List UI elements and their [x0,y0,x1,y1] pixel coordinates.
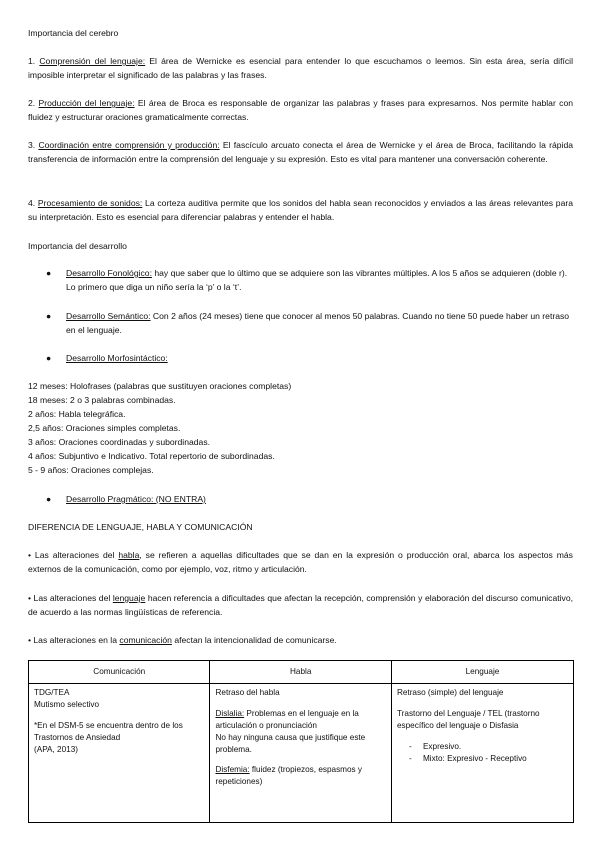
bullet-dot: ● [46,353,52,363]
brain-item-3-term: Coordinación entre comprensión y producción: [38,140,220,150]
brain-item-2: 2. Producción del lenguaje: El área de Broca es responsable de organizar las palabras y frases para expresarnos. Nos permite hablar con fluidez y estructurar oraciones gramaticalmente correctas. [28,98,573,122]
stage-line: 5 - 9 años: Oraciones complejas. [28,465,154,475]
bullet-dot: ● [46,311,52,321]
bullet-dot: ● [46,268,52,278]
stage-line: 12 meses: Holofrases (palabras que sustituyen oraciones completas) [28,381,292,391]
header-language: Lenguaje [391,661,573,684]
brain-item-3: 3. Coordinación entre comprensión y producción: El fascículo arcuato conecta el área de Wernicke y el área de Broca, facilitando la rápida transferencia de información entre la comprensión del lenguaje y su expresión. Esto es vital para mantener una conversación coherente. [28,140,574,164]
language-types-list [397,741,568,765]
bullet-dot: ● [46,494,52,504]
difference-communication: • Las alteraciones en la comunicación afectan la intencionalidad de comunicarse. [28,635,337,645]
comparison-table [28,660,574,823]
stage-line: 3 años: Oraciones coordinadas y subordinadas. [28,437,211,447]
brain-heading: Importancia del cerebro [28,28,119,38]
bullet-pragmatico: ● Desarrollo Pragmático: (NO ENTRA) [46,493,573,507]
differences-heading: DIFERENCIA DE LENGUAJE, HABLA Y COMUNICACIÓN [28,522,253,532]
bullet-morfosintactico: ● Desarrollo Morfosintáctico: [46,352,573,366]
list-item: - Mixto: Expresivo - Receptivo [409,753,568,765]
brain-item-4: 4. Procesamiento de sonidos: La corteza auditiva permite que los sonidos del habla sean reconocidos y enviados a las áreas relevantes para su interpretación. Esto es esencial para diferenciar palabras y entender el habla. [28,198,573,222]
brain-item-1-term: Comprensión del lenguaje: [39,56,146,66]
cell-language: Retraso (simple) del lenguaje Trastorno del Lenguaje / TEL (trastorno específico del lenguaje o Disfasia - Expresivo. - Mixto: Expresivo - Receptivo [391,684,573,823]
cell-communication: TDG/TEA Mutismo selectivo *En el DSM-5 se encuentra dentro de los Trastornos de Ansiedad (APA, 2013) [29,684,210,823]
table-row [29,684,574,823]
stage-line: 4 años: Subjuntivo e Indicativo. Total repertorio de subordinadas. [28,451,275,461]
brain-item-1: 1. Comprensión del lenguaje: El área de Wernicke es esencial para entender lo que escuchamos o leemos. Sin esta área, sería difícil imposible interpretar el significado de las palabras y las frases. [28,56,573,80]
list-item: - Expresivo. [409,741,568,753]
disfemia-definition: Disfemia: fluidez (tropiezos, espasmos y repeticiones) [215,765,363,787]
brain-item-2-term: Producción del lenguaje: [38,98,135,108]
stage-line: 2,5 años: Oraciones simples completas. [28,423,181,433]
development-heading: Importancia del desarrollo [28,241,127,251]
header-speech: Habla [210,661,391,684]
difference-language: • Las alteraciones del lenguaje hacen referencia a dificultades que afectan la recepción, comprensión y elaboración del discurso comunicativo, de acuerdo a las normas lingüísticas de referencia. [28,593,573,617]
dislalia-definition: Dislalia: Problemas en el lenguaje en la articulación o pronunciación [215,708,359,730]
stage-line: 18 meses: 2 o 3 palabras combinadas. [28,395,176,405]
bullet-fonologico: ● Desarrollo Fonológico: hay que saber que lo último que se adquiere son las vibrantes múltiples. A los 5 años se adquieren (doble r). Lo primero que diga un niño sería la ‘p’ o la ‘t’. [46,268,568,292]
difference-speech: • Las alteraciones del habla, se refieren a aquellas dificultades que se dan en la expresión o producción oral, abarca los aspectos más externos de la comunicación, como por ejemplo, voz, ritmo y articulación. [28,550,573,574]
cell-speech: Retraso del habla Dislalia: Problemas en el lenguaje en la articulación o pronunciación No hay ninguna causa que justifique este problema. Disfemia: fluidez (tropiezos, espasmos y repeticiones) [210,684,391,823]
brain-item-4-term: Procesamiento de sonidos: [37,198,143,208]
stage-line: 2 años: Habla telegráfica. [28,409,126,419]
header-communication: Comunicación [29,661,210,684]
bullet-semantico: ● Desarrollo Semántico: Con 2 años (24 meses) tiene que conocer al menos 50 palabras. Cuando no tiene 50 puede haber un retraso en el lenguaje. [46,311,570,335]
table-header-row [29,661,574,684]
